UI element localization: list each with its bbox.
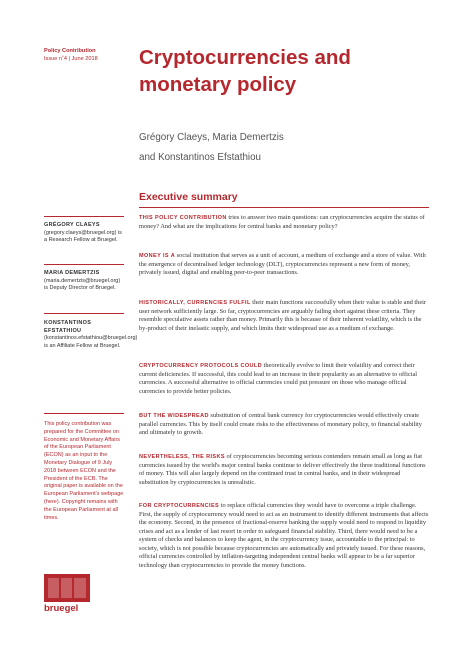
series-info — [44, 48, 124, 63]
authors — [139, 128, 429, 168]
paragraph-lead: THIS POLICY CONTRIBUTION — [139, 215, 227, 221]
summary-paragraph-6 — [139, 453, 429, 487]
author-bio-name: MARIA DEMERTZIS — [44, 270, 100, 276]
bruegel-logo-mark — [44, 574, 90, 602]
sidebar-rule-3 — [44, 313, 124, 314]
publication-note: This policy contribution was prepared for the Committee on Economic and Monetary Affairs of the European Parliament (ECON) as an input to the Monetary Dialogue of 9 July 2018 between ECON and the President of the ECB. The original paper is available on the European Parliament's webpage (here). Copyright remains with the European Parliament at all times. — [44, 421, 124, 521]
sidebar-rule-1 — [44, 216, 124, 217]
summary-paragraph-7 — [139, 502, 429, 570]
summary-paragraph-4 — [139, 362, 429, 396]
paragraph-lead: FOR CRYPTOCURRENCIES — [139, 503, 220, 509]
sidebar-rule-2 — [44, 264, 124, 265]
sidebar-rule-4 — [44, 413, 124, 414]
summary-paragraph-1 — [139, 214, 429, 231]
paragraph-lead: NEVERTHELESS, THE RISKS — [139, 454, 225, 460]
author-bio-text: (konstantinos.efstathiou@bruegel.org) is an Affiliate Fellow at Bruegel. — [44, 335, 138, 350]
paragraph-lead: HISTORICALLY, CURRENCIES FULFIL — [139, 300, 251, 306]
series-issue: Issue n˚4 | June 2018 — [44, 55, 98, 62]
author-bio-3 — [44, 320, 138, 351]
authors-line-1: Grégory Claeys, Maria Demertzis — [139, 132, 284, 143]
paragraph-lead: BUT THE WIDESPREAD — [139, 413, 209, 419]
bruegel-logo — [44, 574, 92, 614]
series-name: Policy Contribution — [44, 48, 96, 54]
author-bio-2 — [44, 270, 124, 293]
paragraph-text: social institution that serves as a unit of account, a medium of exchange and a store of value. With the emergence of decentralised ledger technology (DLT), cryptocurrencies represent a new form of money, privately issued, digital and enabling peer-to-peer transactions. — [139, 252, 426, 277]
author-bio-name: GRÉGORY CLAEYS — [44, 222, 100, 228]
summary-paragraph-2 — [139, 252, 429, 278]
author-bio-1 — [44, 222, 124, 245]
executive-summary-heading: Executive summary — [139, 191, 238, 203]
paragraph-lead: CRYPTOCURRENCY PROTOCOLS COULD — [139, 363, 263, 369]
paragraph-text: to replace official currencies they would have to overcome a triple challenge. First, the supply of cryptocurrency would need to act as an instrument to identify different instruments that affects the economy. Second, in the presence of fractional-reserve banking the supply would need to respond to liquidity crises and act as a lender of last resort in order to safeguard financial stability. Third, there would need to be a system of checks and balances to keep the agent, in the cryptocurrency issue, accountable to the principal: to society, which is not possible because cryptocurrencies are automatically and privately issued. For these reasons, official currencies controlled by inflation-targeting independent central banks will appear to be a far superior technology than cryptocurrencies to provide the money functions. — [139, 502, 429, 569]
document-title: Cryptocurrencies and monetary policy — [139, 46, 351, 96]
author-bio-text: (gregory.claeys@bruegel.org) is a Research Fellow at Bruegel. — [44, 229, 122, 244]
paragraph-text: of cryptocurrencies becoming serious contenders remain small as long as fiat currencies issued by the world's major central banks continue to deliver effectively the three traditional functions of money. This will also largely depend on the continued trust in central banks, and in their widespread substitution by cryptocurrencies is unrealistic. — [139, 453, 426, 486]
logo-wordmark: bruegel — [44, 603, 79, 614]
paragraph-text: their main functions successfully when their value is stable and their user network sufficiently large. So far, cryptocurrencies are arguably failing short against these criteria. They resemble speculative assets rather than money. Primarily this is because of their inherent volatility, which is the by-product of their inelastic supply, and which limits their widespread use as a medium of exchange. — [139, 299, 427, 332]
paragraph-text: substitution of central bank currency for cryptocurrencies would effectively create parallel currencies. This by itself could create risks to the effectiveness of monetary policy, to financial stability and ultimately to growth. — [139, 412, 422, 437]
paragraph-lead: MONEY IS A — [139, 253, 176, 259]
author-bio-text: (maria.demertzis@bruegel.org) is Deputy Director of Bruegel. — [44, 277, 121, 292]
author-bio-name: KONSTANTINOS EFSTATHIOU — [44, 320, 92, 334]
paragraph-text: theoretically evolve to limit their volatility and correct their current deficiencies. If successful, this could lead to an increase in their popularity as an alternative to official currencies. A successful alternative to official currencies could put pressure on those who manage official currencies to provide better policies. — [139, 362, 418, 395]
authors-line-2: and Konstantinos Efstathiou — [139, 152, 262, 163]
summary-paragraph-3 — [139, 299, 429, 333]
heading-rule — [139, 207, 429, 208]
paragraph-text: tries to answer two main questions: can cryptocurrencies acquire the status of money? And what are the implications for central banks and monetary policy? — [139, 214, 425, 230]
summary-paragraph-5 — [139, 412, 429, 438]
